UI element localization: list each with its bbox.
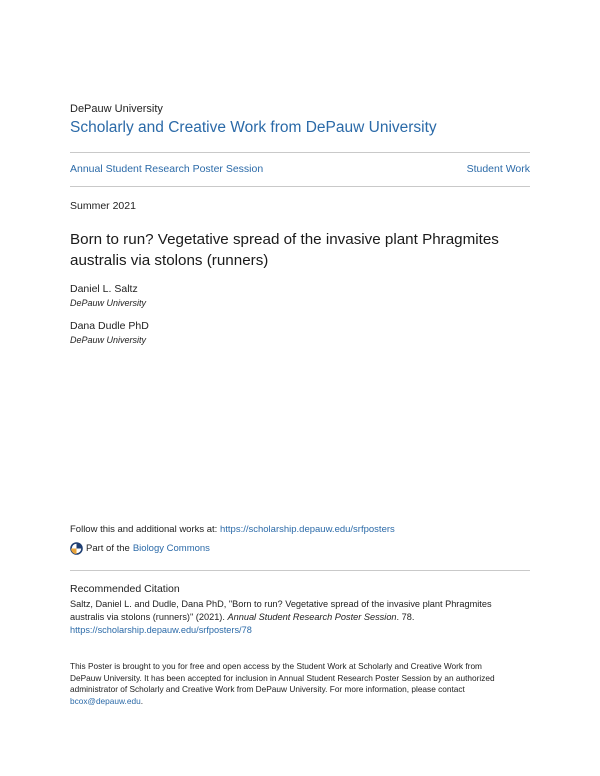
- repository-link[interactable]: Scholarly and Creative Work from DePauw University: [70, 119, 437, 136]
- divider-nav: [70, 186, 530, 187]
- author-name: Dana Dudle PhD: [70, 320, 149, 332]
- author-affiliation: DePauw University: [70, 335, 147, 345]
- series-link[interactable]: Annual Student Research Poster Session: [70, 163, 264, 175]
- author-block: [70, 320, 149, 345]
- follow-line: [70, 524, 395, 535]
- author-name: Daniel L. Saltz: [70, 283, 138, 295]
- citation-line: Saltz, Daniel L. and Dudle, Dana PhD, "Born to run? Vegetative spread of the invasive plant Phragmites: [70, 599, 492, 609]
- contact-email-link[interactable]: bcox@depauw.edu: [70, 695, 141, 706]
- citation-plain: australis via stolons (runners)" (2021).: [70, 612, 228, 622]
- author-block: [70, 283, 146, 308]
- citation-text: [70, 598, 530, 637]
- notice-line: [70, 696, 530, 708]
- follow-prefix: Follow this and additional works at:: [70, 524, 220, 535]
- citation-number: . 78.: [396, 612, 415, 622]
- biology-commons-link[interactable]: Biology Commons: [132, 543, 210, 554]
- citation-line: [70, 611, 530, 624]
- part-of-line: [70, 542, 210, 555]
- notice-line: administrator of Scholarly and Creative Work from DePauw University. For more information, please contact: [70, 684, 465, 694]
- access-notice: [70, 661, 530, 707]
- notice-period: .: [140, 695, 144, 706]
- collection-link[interactable]: Student Work: [466, 163, 530, 175]
- part-of-prefix: Part of the: [86, 543, 130, 554]
- publication-date: Summer 2021: [70, 200, 136, 212]
- title-line: australis via stolons (runners): [70, 252, 269, 269]
- title-line: Born to run? Vegetative spread of the invasive plant Phragmites: [70, 231, 499, 248]
- commons-network-icon: [70, 542, 83, 555]
- series-url-link[interactable]: https://scholarship.depauw.edu/srfposters: [219, 524, 395, 535]
- citation-series: Annual Student Research Poster Session: [227, 612, 397, 622]
- institution-name: DePauw University: [70, 103, 163, 115]
- notice-line: This Poster is brought to you for free and open access by the Student Work at Scholarly and Creative Work from: [70, 661, 482, 671]
- citation-url-link[interactable]: https://scholarship.depauw.edu/srfposters/78: [70, 625, 252, 635]
- notice-line: DePauw University. It has been accepted for inclusion in Annual Student Research Poster Session by an authorized: [70, 672, 495, 683]
- citation-heading: Recommended Citation: [70, 583, 180, 595]
- author-affiliation: DePauw University: [70, 298, 147, 308]
- divider-citation: [70, 570, 530, 571]
- document-title: [70, 229, 530, 271]
- divider-top: [70, 152, 530, 153]
